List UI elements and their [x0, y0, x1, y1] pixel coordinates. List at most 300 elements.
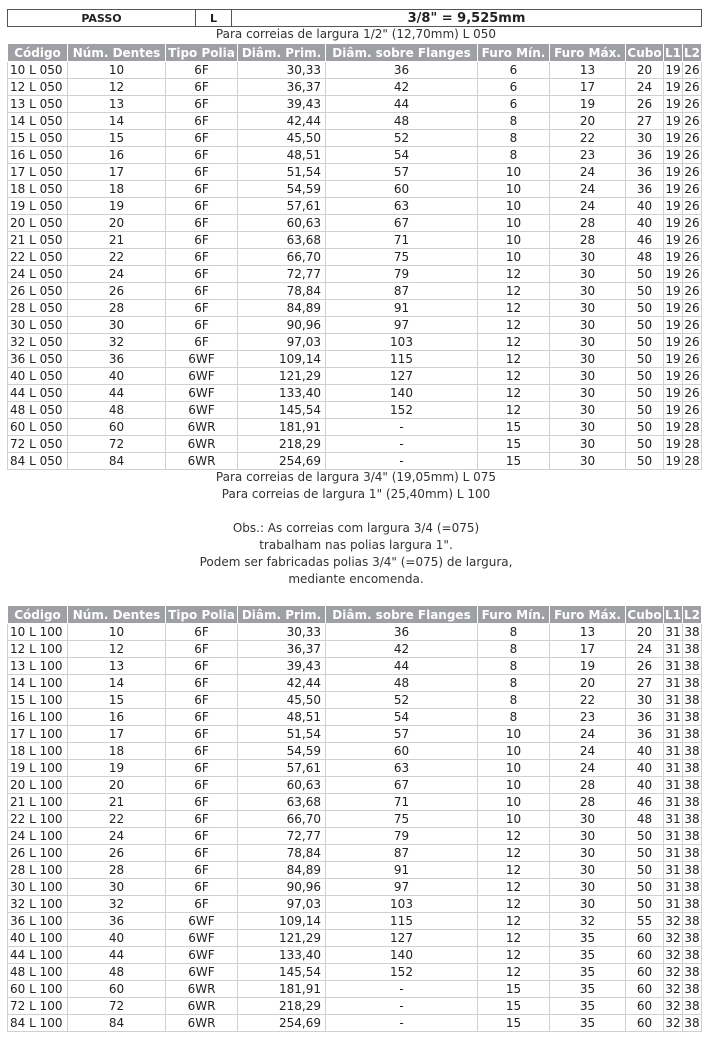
cell-flange-diameter: 42 [326, 79, 478, 96]
table-row [8, 96, 702, 113]
cell-bore-min: 15 [478, 998, 550, 1015]
note-line: trabalham nas polias largura 1". [259, 538, 453, 552]
table-row [8, 811, 702, 828]
cell-bore-max: 30 [550, 385, 626, 402]
cell-l2: 26 [684, 284, 700, 298]
cell-pulley-type: 6F [166, 794, 238, 811]
cell-pitch-diameter: 54,59 [238, 743, 326, 760]
cell-teeth: 32 [68, 896, 166, 913]
cell-l2: 26 [684, 352, 700, 366]
cell-code: 60 L 050 [8, 419, 68, 436]
cell-pulley-type: 6F [166, 181, 238, 198]
cell-code: 22 L 100 [8, 811, 68, 828]
cell-hub: 50 [626, 300, 664, 317]
table-row [8, 675, 702, 692]
cell-teeth: 19 [68, 198, 166, 215]
cell-code: 14 L 050 [8, 113, 68, 130]
cell-l1: 19 [665, 437, 681, 451]
cell-bore-max: 30 [550, 249, 626, 266]
cell-code: 12 L 050 [8, 79, 68, 96]
cell-pitch-diameter: 181,91 [238, 981, 326, 998]
passo-label: PASSO [8, 10, 196, 27]
cell-l2: 38 [684, 880, 700, 894]
cell-pulley-type: 6WF [166, 368, 238, 385]
cell-pitch-diameter: 57,61 [238, 760, 326, 777]
cell-pulley-type: 6WR [166, 1015, 238, 1032]
cell-pulley-type: 6F [166, 811, 238, 828]
cell-hub: 20 [626, 624, 664, 641]
cell-pulley-type: 6WF [166, 930, 238, 947]
cell-bore-min: 10 [478, 249, 550, 266]
cell-l2: 26 [684, 148, 700, 162]
cell-l2: 26 [684, 267, 700, 281]
cell-pulley-type: 6F [166, 79, 238, 96]
cell-l2: 26 [684, 369, 700, 383]
cell-l2: 38 [684, 914, 700, 928]
cell-bore-max: 30 [550, 300, 626, 317]
table-row [8, 777, 702, 794]
column-header-pitch-diameter: Diâm. Prim. [238, 44, 326, 62]
cell-bore-max: 17 [550, 79, 626, 96]
cell-teeth: 48 [68, 402, 166, 419]
table-row [8, 232, 702, 249]
cell-pitch-diameter: 48,51 [238, 709, 326, 726]
cell-bore-max: 13 [550, 62, 626, 79]
cell-l1: 19 [665, 233, 681, 247]
notes-block [0, 469, 712, 588]
cell-code: 40 L 100 [8, 930, 68, 947]
cell-pitch-diameter: 66,70 [238, 249, 326, 266]
column-header-flange-diameter: Diâm. sobre Flanges [326, 606, 478, 624]
cell-teeth: 22 [68, 811, 166, 828]
cell-pitch-diameter: 42,44 [238, 113, 326, 130]
column-header-hub: Cubo [627, 45, 662, 60]
cell-pitch-diameter: 39,43 [238, 96, 326, 113]
cell-pulley-type: 6F [166, 709, 238, 726]
cell-hub: 50 [626, 436, 664, 453]
cell-bore-max: 30 [550, 368, 626, 385]
cell-l1: 19 [665, 97, 681, 111]
cell-bore-max: 30 [550, 283, 626, 300]
cell-hub: 48 [626, 249, 664, 266]
cell-bore-min: 8 [478, 675, 550, 692]
cell-l2: 38 [684, 761, 700, 775]
cell-bore-max: 24 [550, 164, 626, 181]
cell-hub: 50 [626, 351, 664, 368]
cell-l1: 31 [665, 829, 681, 843]
cell-code: 32 L 100 [8, 896, 68, 913]
cell-bore-min: 8 [478, 113, 550, 130]
cell-l1: 19 [665, 301, 681, 315]
cell-bore-max: 30 [550, 419, 626, 436]
cell-teeth: 84 [68, 1015, 166, 1032]
cell-bore-min: 6 [478, 79, 550, 96]
cell-l2: 38 [684, 744, 700, 758]
cell-bore-min: 15 [478, 1015, 550, 1032]
cell-bore-max: 30 [550, 436, 626, 453]
cell-code: 24 L 100 [8, 828, 68, 845]
cell-bore-max: 24 [550, 198, 626, 215]
cell-l1: 32 [665, 999, 681, 1013]
cell-l1: 31 [665, 676, 681, 690]
cell-bore-max: 24 [550, 760, 626, 777]
cell-bore-min: 15 [478, 453, 550, 470]
cell-pulley-type: 6F [166, 164, 238, 181]
passo-value: 3/8" = 9,525mm [232, 10, 702, 27]
cell-pitch-diameter: 90,96 [238, 879, 326, 896]
cell-bore-max: 30 [550, 351, 626, 368]
table-row [8, 79, 702, 96]
cell-teeth: 10 [68, 624, 166, 641]
cell-pitch-diameter: 145,54 [238, 402, 326, 419]
cell-l1: 31 [665, 761, 681, 775]
cell-flange-diameter: 152 [326, 402, 478, 419]
cell-bore-min: 8 [478, 658, 550, 675]
column-header-bore-max: Furo Máx. [550, 44, 626, 62]
cell-code: 26 L 050 [8, 283, 68, 300]
cell-teeth: 24 [68, 266, 166, 283]
cell-teeth: 40 [68, 930, 166, 947]
cell-pulley-type: 6F [166, 743, 238, 760]
cell-teeth: 22 [68, 249, 166, 266]
cell-code: 13 L 100 [8, 658, 68, 675]
cell-flange-diameter: - [326, 998, 478, 1015]
cell-flange-diameter: 63 [326, 760, 478, 777]
column-header-bore-min: Furo Mín. [478, 44, 550, 62]
table-row [8, 215, 702, 232]
cell-l2: 38 [684, 829, 700, 843]
cell-flange-diameter: 48 [326, 675, 478, 692]
table-row [8, 862, 702, 879]
cell-pulley-type: 6F [166, 266, 238, 283]
cell-hub: 40 [626, 760, 664, 777]
cell-bore-min: 12 [478, 334, 550, 351]
passo-row [8, 10, 702, 27]
cell-pulley-type: 6F [166, 845, 238, 862]
cell-bore-max: 28 [550, 777, 626, 794]
cell-bore-min: 12 [478, 947, 550, 964]
table-row [8, 879, 702, 896]
cell-code: 36 L 050 [8, 351, 68, 368]
cell-pitch-diameter: 84,89 [238, 862, 326, 879]
table-row [8, 113, 702, 130]
cell-teeth: 18 [68, 743, 166, 760]
cell-pitch-diameter: 133,40 [238, 385, 326, 402]
cell-flange-diameter: 42 [326, 641, 478, 658]
cell-teeth: 15 [68, 692, 166, 709]
cell-pulley-type: 6WF [166, 913, 238, 930]
cell-l1: 31 [665, 846, 681, 860]
cell-l2: 26 [684, 63, 700, 77]
cell-pitch-diameter: 39,43 [238, 658, 326, 675]
cell-l1: 31 [665, 812, 681, 826]
cell-code: 44 L 100 [8, 947, 68, 964]
cell-hub: 24 [626, 79, 664, 96]
table-row [8, 62, 702, 79]
cell-bore-max: 13 [550, 624, 626, 641]
cell-l1: 19 [665, 284, 681, 298]
cell-teeth: 10 [68, 62, 166, 79]
cell-flange-diameter: 97 [326, 879, 478, 896]
cell-teeth: 12 [68, 79, 166, 96]
cell-teeth: 36 [68, 351, 166, 368]
cell-pitch-diameter: 133,40 [238, 947, 326, 964]
cell-pulley-type: 6F [166, 777, 238, 794]
cell-pitch-diameter: 72,77 [238, 828, 326, 845]
cell-flange-diameter: 91 [326, 300, 478, 317]
cell-l1: 19 [665, 454, 681, 468]
cell-bore-max: 35 [550, 998, 626, 1015]
cell-hub: 50 [626, 453, 664, 470]
cell-flange-diameter: 54 [326, 147, 478, 164]
cell-pitch-diameter: 30,33 [238, 624, 326, 641]
table-row [8, 266, 702, 283]
cell-code: 60 L 100 [8, 981, 68, 998]
column-header-teeth: Núm. Dentes [68, 606, 166, 624]
cell-pitch-diameter: 36,37 [238, 79, 326, 96]
cell-teeth: 21 [68, 794, 166, 811]
cell-l1: 19 [665, 250, 681, 264]
cell-flange-diameter: 79 [326, 266, 478, 283]
cell-l2: 38 [684, 693, 700, 707]
cell-flange-diameter: 67 [326, 777, 478, 794]
cell-bore-min: 6 [478, 96, 550, 113]
cell-bore-max: 28 [550, 232, 626, 249]
column-header-l2: L2 [684, 45, 700, 60]
cell-pulley-type: 6F [166, 726, 238, 743]
table-row [8, 334, 702, 351]
cell-code: 10 L 050 [8, 62, 68, 79]
cell-l1: 19 [665, 403, 681, 417]
cell-bore-min: 12 [478, 930, 550, 947]
cell-pitch-diameter: 72,77 [238, 266, 326, 283]
cell-pulley-type: 6F [166, 283, 238, 300]
cell-bore-min: 8 [478, 624, 550, 641]
cell-flange-diameter: 44 [326, 96, 478, 113]
cell-l1: 31 [665, 778, 681, 792]
cell-hub: 50 [626, 419, 664, 436]
cell-bore-min: 15 [478, 419, 550, 436]
cell-pulley-type: 6F [166, 760, 238, 777]
table-row [8, 794, 702, 811]
cell-l1: 19 [665, 216, 681, 230]
cell-bore-max: 24 [550, 726, 626, 743]
cell-code: 18 L 100 [8, 743, 68, 760]
cell-l2: 38 [684, 982, 700, 996]
column-header-flange-diameter: Diâm. sobre Flanges [326, 44, 478, 62]
table-row [8, 198, 702, 215]
cell-l2: 38 [684, 948, 700, 962]
cell-hub: 50 [626, 334, 664, 351]
cell-pulley-type: 6F [166, 692, 238, 709]
cell-pitch-diameter: 36,37 [238, 641, 326, 658]
cell-hub: 60 [626, 981, 664, 998]
cell-code: 12 L 100 [8, 641, 68, 658]
table-row [8, 164, 702, 181]
cell-l1: 19 [665, 63, 681, 77]
cell-l2: 38 [684, 999, 700, 1013]
cell-l2: 26 [684, 233, 700, 247]
table-row [8, 300, 702, 317]
cell-l2: 38 [684, 897, 700, 911]
cell-flange-diameter: 152 [326, 964, 478, 981]
cell-bore-min: 6 [478, 62, 550, 79]
cell-teeth: 16 [68, 709, 166, 726]
table-l050 [7, 43, 702, 470]
cell-pitch-diameter: 57,61 [238, 198, 326, 215]
cell-hub: 60 [626, 964, 664, 981]
table-row [8, 147, 702, 164]
cell-l1: 32 [665, 965, 681, 979]
cell-code: 48 L 050 [8, 402, 68, 419]
cell-bore-max: 19 [550, 658, 626, 675]
cell-pulley-type: 6F [166, 317, 238, 334]
cell-code: 18 L 050 [8, 181, 68, 198]
passo-header-table [7, 9, 702, 27]
cell-l2: 38 [684, 812, 700, 826]
cell-bore-max: 35 [550, 981, 626, 998]
cell-pulley-type: 6F [166, 828, 238, 845]
column-header-teeth: Núm. Dentes [68, 44, 166, 62]
cell-l1: 19 [665, 165, 681, 179]
note-line: Podem ser fabricadas polias 3/4" (=075) de largura, [199, 555, 513, 569]
cell-pulley-type: 6WR [166, 419, 238, 436]
cell-flange-diameter: 54 [326, 709, 478, 726]
cell-l1: 31 [665, 795, 681, 809]
cell-pitch-diameter: 63,68 [238, 232, 326, 249]
cell-flange-diameter: 140 [326, 385, 478, 402]
cell-teeth: 13 [68, 658, 166, 675]
column-header-l1: L1 [665, 607, 681, 622]
cell-code: 72 L 050 [8, 436, 68, 453]
cell-bore-min: 10 [478, 215, 550, 232]
cell-l1: 31 [665, 880, 681, 894]
cell-bore-min: 12 [478, 913, 550, 930]
cell-flange-diameter: 75 [326, 811, 478, 828]
cell-hub: 27 [626, 113, 664, 130]
cell-l2: 28 [684, 437, 700, 451]
table-row [8, 896, 702, 913]
cell-pulley-type: 6F [166, 215, 238, 232]
cell-l2: 38 [684, 931, 700, 945]
cell-code: 13 L 050 [8, 96, 68, 113]
cell-l1: 31 [665, 659, 681, 673]
cell-bore-min: 10 [478, 181, 550, 198]
cell-teeth: 21 [68, 232, 166, 249]
cell-bore-min: 12 [478, 402, 550, 419]
cell-hub: 30 [626, 130, 664, 147]
cell-hub: 36 [626, 147, 664, 164]
cell-pulley-type: 6F [166, 641, 238, 658]
cell-l2: 26 [684, 131, 700, 145]
note-line: Obs.: As correias com largura 3/4 (=075) [232, 521, 480, 535]
cell-bore-max: 30 [550, 453, 626, 470]
cell-l1: 19 [665, 335, 681, 349]
cell-code: 48 L 100 [8, 964, 68, 981]
table-row [8, 658, 702, 675]
cell-l1: 31 [665, 625, 681, 639]
cell-l2: 38 [684, 727, 700, 741]
cell-flange-diameter: 71 [326, 232, 478, 249]
table-row [8, 351, 702, 368]
cell-hub: 60 [626, 947, 664, 964]
cell-pulley-type: 6F [166, 130, 238, 147]
cell-pulley-type: 6WR [166, 436, 238, 453]
cell-bore-min: 10 [478, 760, 550, 777]
cell-l2: 26 [684, 301, 700, 315]
cell-pitch-diameter: 63,68 [238, 794, 326, 811]
cell-l2: 26 [684, 386, 700, 400]
cell-bore-max: 35 [550, 947, 626, 964]
table-row [8, 1015, 702, 1032]
cell-code: 44 L 050 [8, 385, 68, 402]
cell-bore-max: 23 [550, 709, 626, 726]
cell-teeth: 26 [68, 283, 166, 300]
table-row [8, 828, 702, 845]
cell-hub: 50 [626, 317, 664, 334]
cell-flange-diameter: 127 [326, 368, 478, 385]
cell-l1: 32 [665, 1016, 681, 1030]
cell-teeth: 20 [68, 777, 166, 794]
cell-teeth: 28 [68, 300, 166, 317]
cell-bore-min: 12 [478, 845, 550, 862]
note-050: Para correias de largura 1/2" (12,70mm) L 050 [215, 27, 497, 41]
cell-l1: 31 [665, 727, 681, 741]
cell-hub: 50 [626, 402, 664, 419]
cell-pulley-type: 6F [166, 147, 238, 164]
table-row [8, 913, 702, 930]
table-row [8, 998, 702, 1015]
cell-teeth: 17 [68, 726, 166, 743]
cell-flange-diameter: 60 [326, 181, 478, 198]
cell-bore-max: 30 [550, 402, 626, 419]
cell-pitch-diameter: 97,03 [238, 334, 326, 351]
cell-teeth: 16 [68, 147, 166, 164]
cell-bore-max: 20 [550, 113, 626, 130]
cell-l1: 32 [665, 931, 681, 945]
cell-l2: 26 [684, 80, 700, 94]
cell-l2: 38 [684, 710, 700, 724]
cell-teeth: 13 [68, 96, 166, 113]
cell-l1: 31 [665, 710, 681, 724]
cell-code: 20 L 050 [8, 215, 68, 232]
cell-pulley-type: 6F [166, 658, 238, 675]
cell-l1: 19 [665, 148, 681, 162]
cell-pitch-diameter: 121,29 [238, 368, 326, 385]
cell-code: 30 L 100 [8, 879, 68, 896]
cell-pulley-type: 6WF [166, 385, 238, 402]
cell-l2: 38 [684, 965, 700, 979]
cell-code: 22 L 050 [8, 249, 68, 266]
cell-code: 26 L 100 [8, 845, 68, 862]
table-row [8, 385, 702, 402]
cell-teeth: 36 [68, 913, 166, 930]
cell-l1: 19 [665, 114, 681, 128]
table-row [8, 283, 702, 300]
cell-hub: 36 [626, 181, 664, 198]
cell-flange-diameter: 57 [326, 726, 478, 743]
cell-bore-min: 10 [478, 794, 550, 811]
cell-flange-diameter: - [326, 436, 478, 453]
cell-l2: 38 [684, 659, 700, 673]
cell-bore-min: 12 [478, 385, 550, 402]
cell-teeth: 12 [68, 641, 166, 658]
cell-hub: 40 [626, 743, 664, 760]
column-header-pitch-diameter: Diâm. Prim. [238, 606, 326, 624]
cell-flange-diameter: - [326, 1015, 478, 1032]
cell-l1: 31 [665, 744, 681, 758]
cell-code: 32 L 050 [8, 334, 68, 351]
